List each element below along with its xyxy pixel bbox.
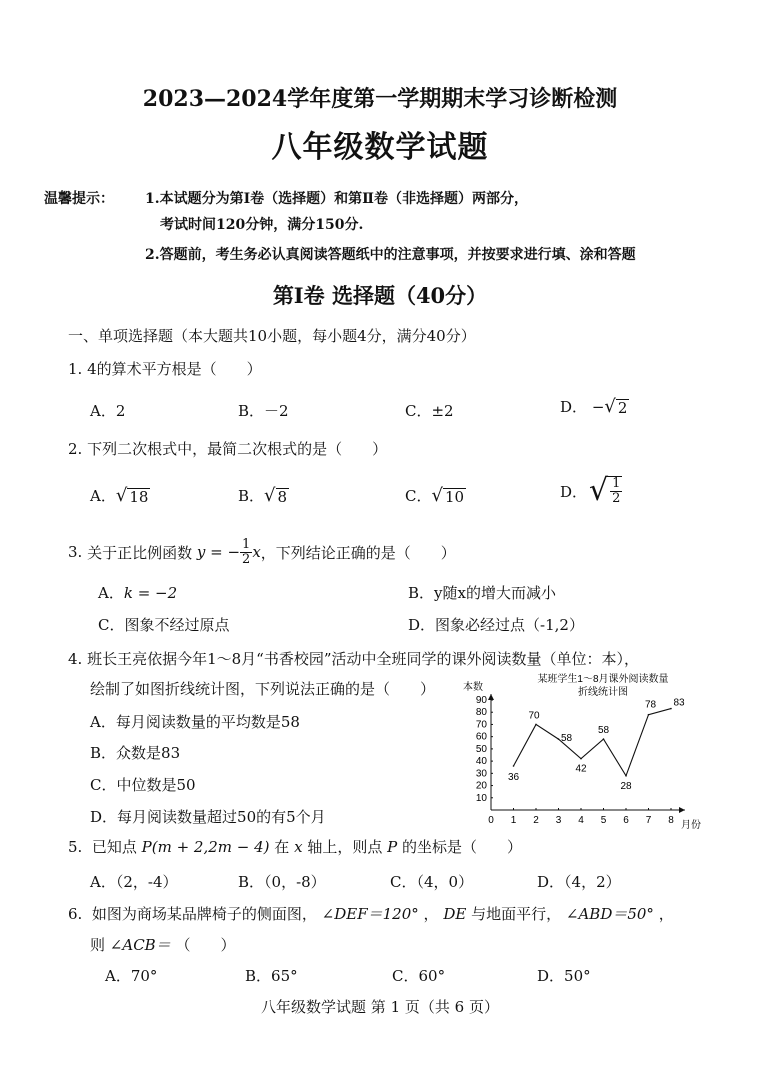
notes-line2: 2.答题前，考生务必认真阅读答题纸中的注意事项，并按要求进行填、涂和答题 [145, 247, 636, 263]
y-tick-label: 90 [475, 695, 487, 706]
chart-xlabel: 月份 [681, 820, 701, 831]
q2-option-d: D． √ $\frac{1}{2}$ [560, 473, 621, 508]
question-stem: 4的算术平方根是（ ） [87, 360, 262, 378]
q4-option-c: C．中位数是50 [90, 776, 196, 794]
data-label: 42 [575, 763, 587, 775]
q3-option-c: C．图象不经过原点 [98, 616, 230, 634]
x-tick-label: 7 [645, 815, 652, 826]
q5-option-d: D．（4，2） [537, 873, 621, 891]
question-5: 5. 已知点 P(m + 2,2m − 4) 在 x 轴上，则点 P 的坐标是（ ） [68, 838, 523, 856]
question-6-line2: 则 ∠ACB＝ （ ） [90, 936, 236, 954]
y-tick-label: 30 [475, 768, 487, 780]
question-number: 1. [68, 360, 83, 378]
minus-sqrt-two: − √ 2 [591, 396, 628, 417]
q3-option-b: B．y随x的增大而减小 [408, 584, 556, 602]
data-label: 83 [673, 697, 685, 709]
y-tick-label: 80 [475, 707, 487, 719]
y-axis-arrow [488, 694, 494, 700]
q3-option-a: A．k = −2 [98, 584, 178, 602]
q4-option-b: B．众数是83 [90, 744, 181, 762]
part-heading: 一、单项选择题（本大题共10小题，每小题4分，满分40分） [68, 327, 476, 345]
data-point [535, 724, 537, 726]
q6-option-d: D．50° [537, 967, 591, 985]
page-footer: 八年级数学试题 第 1 页（共 6 页） [261, 998, 499, 1016]
x-tick-label: 0 [488, 815, 494, 826]
q4-option-a: A．每月阅读数量的平均数是58 [90, 713, 300, 731]
q3-option-d: D．图象必经过点（-1,2） [408, 616, 584, 634]
notes-line1: 1.本试题分为第Ⅰ卷（选择题）和第Ⅱ卷（非选择题）两部分， [145, 191, 528, 207]
q1-option-d [560, 396, 629, 417]
data-label: 78 [644, 699, 657, 711]
x-tick-label: 6 [623, 815, 629, 826]
notes-line1b: 考试时间120分钟，满分150分. [160, 217, 364, 233]
data-label: 36 [507, 772, 520, 783]
y-tick-label: 40 [475, 756, 487, 768]
q1-option-b: B．－2 [238, 402, 289, 420]
x-tick-label: 8 [668, 815, 674, 826]
question-1 [68, 358, 262, 379]
data-point [580, 758, 582, 760]
data-label: 28 [620, 780, 632, 792]
x-axis-arrow [679, 807, 685, 813]
question-number: 2. [68, 440, 83, 458]
question-4: 4. 班长王亮依据今年1～8月“书香校园”活动中全班同学的课外阅读数量（单位：本）， [68, 650, 640, 668]
data-point [648, 714, 650, 716]
q6-option-c: C．60° [392, 967, 446, 985]
x-tick-label: 2 [533, 815, 539, 826]
q6-option-b: B．65° [245, 967, 298, 985]
data-point [513, 765, 515, 767]
y-tick-label: 60 [475, 731, 487, 743]
question-6: 6. 如图为商场某品牌椅子的侧面图， ∠DEF＝120° ， DE 与地面平行， ∠ABD＝50° ， [68, 905, 674, 923]
q4-option-d: D．每月阅读数量超过50的有5个月 [90, 808, 326, 826]
q6-option-a: A．70° [105, 967, 158, 985]
data-label: 70 [528, 710, 540, 722]
option-label: D． [560, 398, 588, 416]
data-point [603, 738, 605, 740]
x-tick-label: 4 [578, 815, 584, 826]
data-point [558, 738, 560, 740]
x-tick-label: 5 [600, 815, 607, 826]
y-tick-label: 20 [475, 780, 487, 792]
question-stem: 下列二次根式中，最简二次根式的是（ ） [87, 440, 388, 458]
subject-title: 八年级数学试题 [271, 130, 489, 165]
section-title: 第Ⅰ卷 选择题（40分） [272, 283, 488, 308]
q5-option-c: C．（4，0） [390, 873, 474, 891]
chart-title: 某班学生1～8月课外阅读数量 [537, 674, 669, 685]
q2-option-a: A． √ 18 [90, 485, 149, 506]
data-point [670, 708, 672, 710]
data-point [625, 775, 627, 777]
question-3: 3. 关于正比例函数 y = − $\frac{1}{2}$ x ，下列结论正确的是（ ） [68, 537, 456, 567]
q1-option-a: A．2 [90, 402, 126, 420]
q5-option-a: A．（2，-4） [90, 873, 178, 891]
chart-ylabel: 本数 [463, 682, 483, 693]
q2-option-b: B． √ 8 [238, 485, 288, 506]
question-2 [68, 438, 387, 459]
y-tick-label: 50 [475, 743, 487, 755]
x-tick-label: 1 [510, 815, 517, 826]
q2-option-c: C． √ 10 [405, 485, 465, 506]
q1-option-c: C．±2 [405, 402, 454, 420]
q5-option-b: B．（0，-8） [238, 873, 326, 891]
reading-line-chart [455, 668, 715, 836]
data-label: 58 [597, 725, 610, 737]
data-label: 58 [560, 733, 573, 745]
exam-title: 2023—2024学年度第一学期期末学习诊断检测 [142, 86, 618, 112]
x-tick-label: 3 [555, 815, 562, 826]
y-tick-label: 10 [475, 792, 487, 804]
y-tick-label: 70 [475, 719, 487, 731]
notes-label: 温馨提示： [44, 191, 114, 207]
chart-subtitle: 折线统计图 [578, 687, 628, 698]
question-4-line2: 绘制了如图折线统计图，下列说法正确的是（ ） [90, 680, 436, 698]
